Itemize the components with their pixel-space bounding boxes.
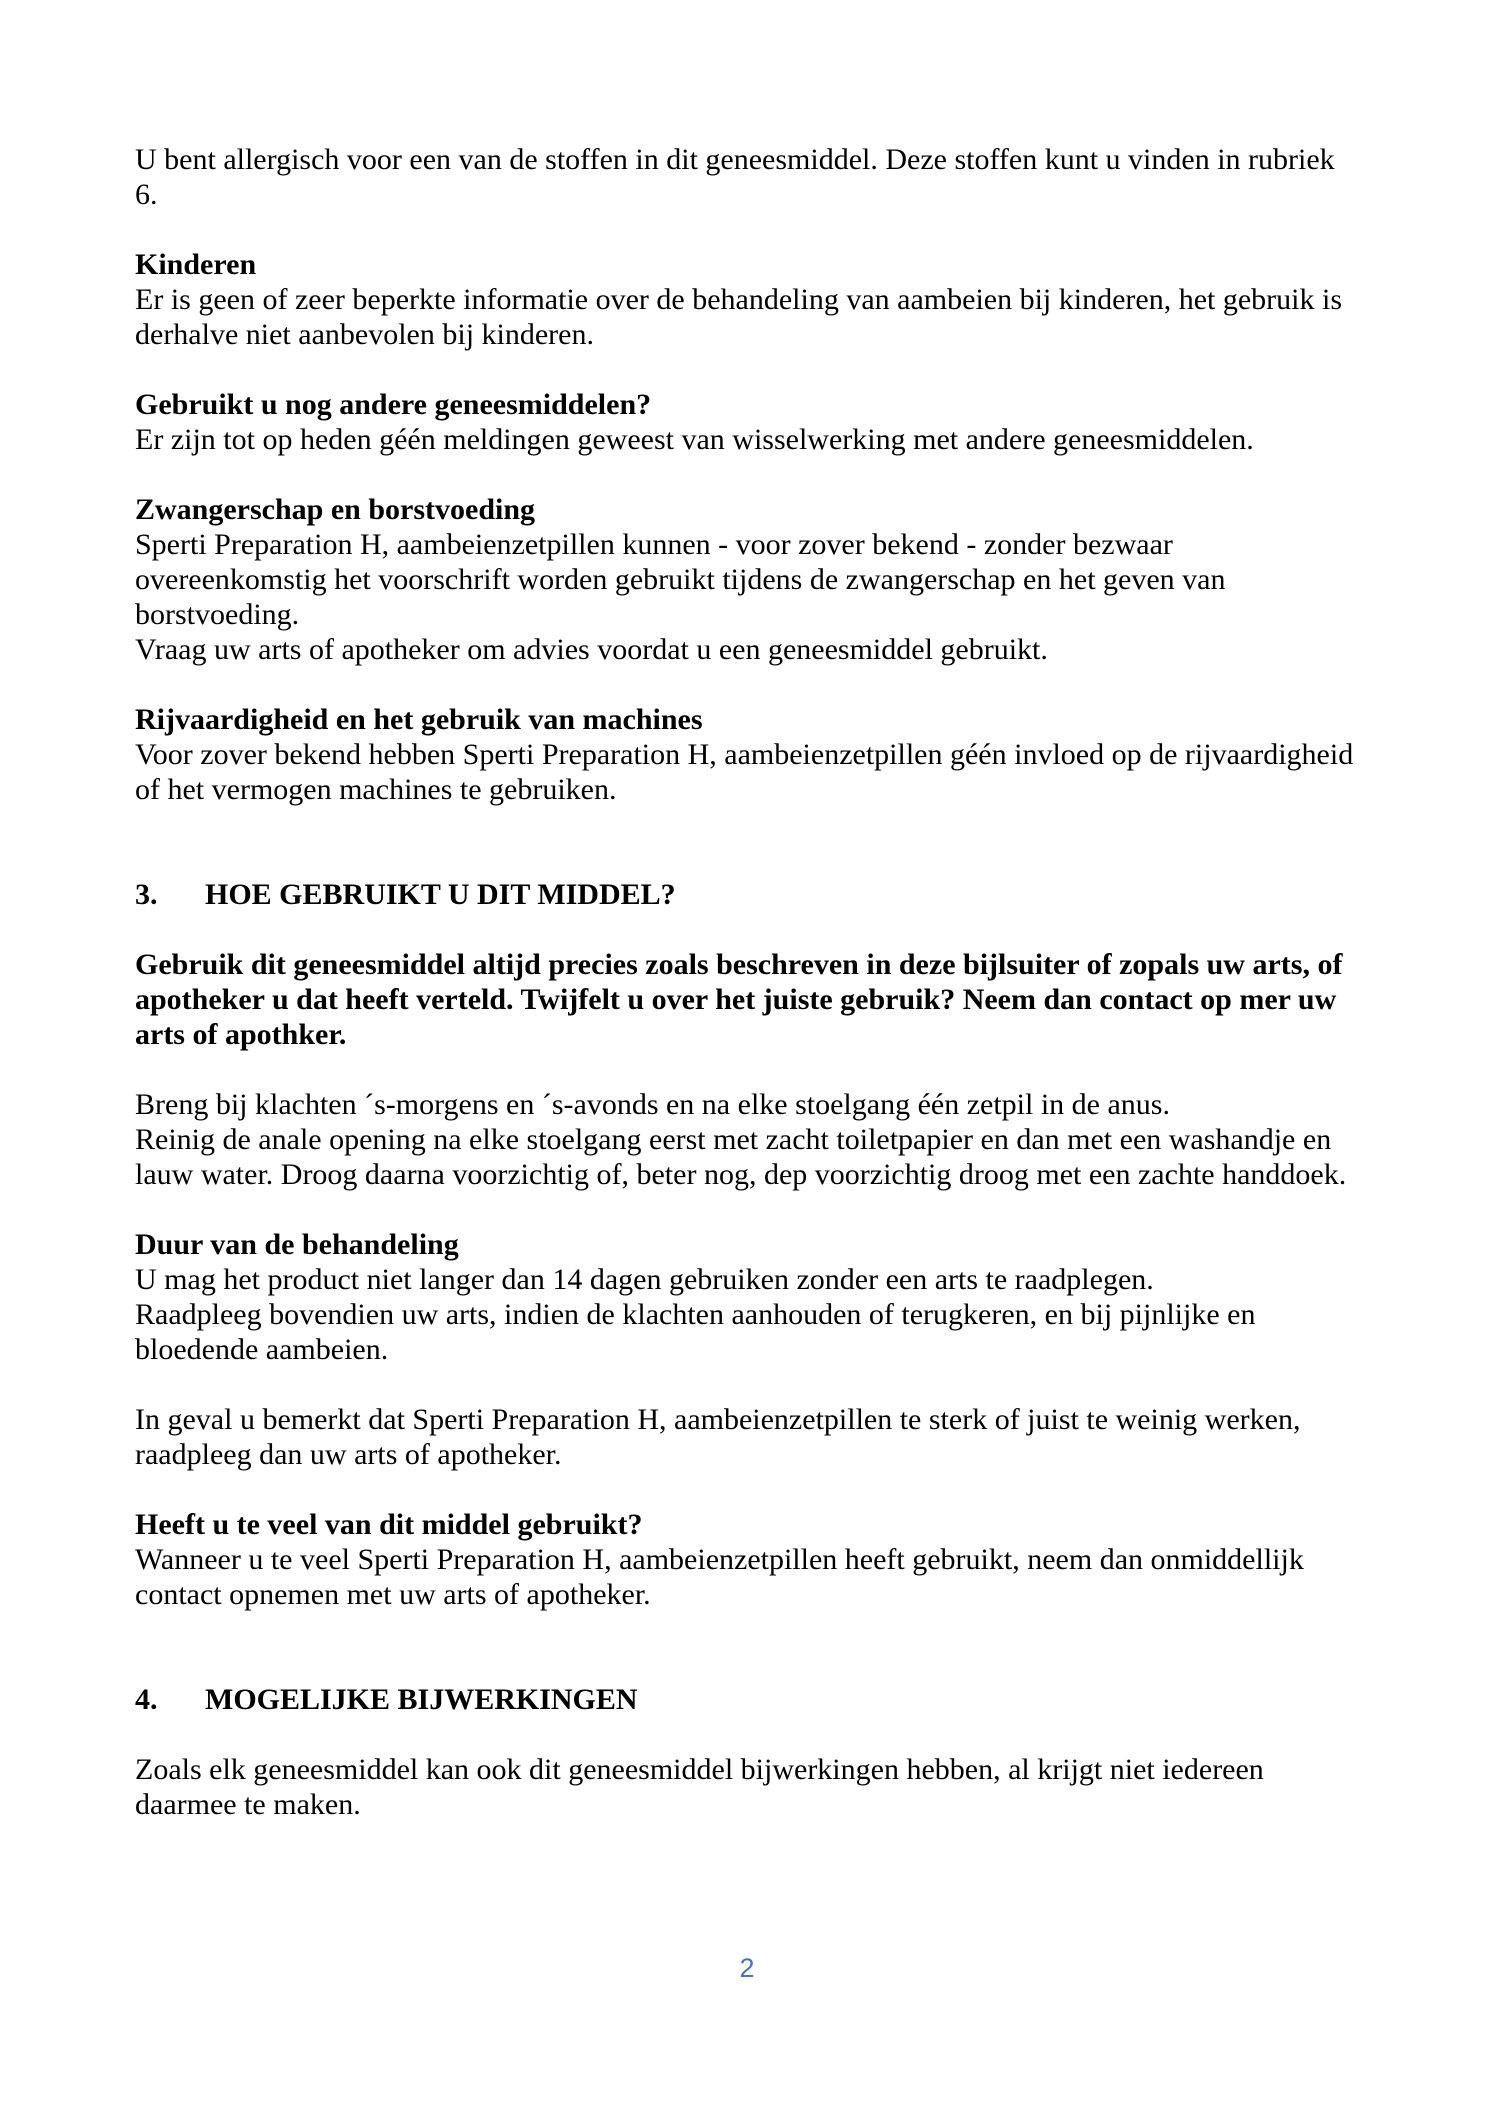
blank-lines xyxy=(135,807,1360,877)
paragraph-duur-2: Raadpleeg bovendien uw arts, indien de klachten aanhouden of terugkeren, en bij pijnlijke en bloedende aambeien. xyxy=(135,1298,1256,1366)
heading-duur: Duur van de behandeling xyxy=(135,1228,459,1261)
section-4-title: MOGELIJKE BIJWERKINGEN xyxy=(205,1683,638,1716)
section-4-number: 4. xyxy=(135,1683,158,1716)
page-number: 2 xyxy=(739,1953,755,1983)
paragraph-bijwerkingen: Zoals elk geneesmiddel kan ook dit geneesmiddel bijwerkingen hebben, al krijgt niet iedereen daarmee te maken. xyxy=(135,1753,1264,1821)
section-4-heading xyxy=(135,1682,1360,1717)
heading-andere-geneesmiddelen: Gebruikt u nog andere geneesmiddelen? xyxy=(135,388,652,421)
section-3-heading xyxy=(135,877,1360,912)
paragraph-werking: In geval u bemerkt dat Sperti Preparation H, aambeienzetpillen te sterk of juist te weinig werken, raadpleeg dan uw arts of apotheker. xyxy=(135,1403,1301,1471)
paragraph-hygiene: Reinig de anale opening na elke stoelgang eerst met zacht toiletpapier en dan met een washandje en lauw water. Droog daarna voorzichtig of, beter nog, dep voorzichtig droog met een zachte handdoek. xyxy=(135,1123,1347,1191)
blank-line xyxy=(135,457,1360,492)
blank-line xyxy=(135,667,1360,702)
blank-line xyxy=(135,1052,1360,1087)
paragraph-rijvaardigheid: Voor zover bekend hebben Sperti Preparation H, aambeienzetpillen géén invloed op de rijvaardigheid of het vermogen machines te gebruiken. xyxy=(135,738,1354,806)
blank-line xyxy=(135,912,1360,947)
heading-rijvaardigheid: Rijvaardigheid en het gebruik van machines xyxy=(135,703,703,736)
blank-line xyxy=(135,1192,1360,1227)
blank-line xyxy=(135,1367,1360,1402)
paragraph-duur-1: U mag het product niet langer dan 14 dagen gebruiken zonder een arts te raadplegen. xyxy=(135,1263,1154,1296)
paragraph-andere-geneesmiddelen: Er zijn tot op heden géén meldingen geweest van wisselwerking met andere geneesmiddelen. xyxy=(135,423,1254,456)
paragraph-teveel: Wanneer u te veel Sperti Preparation H, aambeienzetpillen heeft gebruikt, neem dan onmiddellijk contact opnemen met uw arts of apotheker. xyxy=(135,1543,1304,1611)
paragraph-allergy: U bent allergisch voor een van de stoffen in dit geneesmiddel. Deze stoffen kunt u vinden in rubriek 6. xyxy=(135,143,1335,211)
paragraph-dosering: Breng bij klachten ´s-morgens en ´s-avonds en na elke stoelgang één zetpil in de anus. xyxy=(135,1088,1170,1121)
section-3-title: HOE GEBRUIKT U DIT MIDDEL? xyxy=(205,878,676,911)
paragraph-section3-intro: Gebruik dit geneesmiddel altijd precies zoals beschreven in deze bijlsuiter of zopals uw arts, of apotheker u dat heeft verteld. Twijfelt u over het juiste gebruik? Neem dan contact op mer uw arts of apothker. xyxy=(135,948,1343,1051)
paragraph-zwangerschap-advies: Vraag uw arts of apotheker om advies voordat u een geneesmiddel gebruikt. xyxy=(135,633,1048,666)
section-3-number: 3. xyxy=(135,878,158,911)
blank-line xyxy=(135,352,1360,387)
paragraph-zwangerschap: Sperti Preparation H, aambeienzetpillen kunnen - voor zover bekend - zonder bezwaar overeenkomstig het voorschrift worden gebruikt tijdens de zwangerschap en het geven van borstvoeding. xyxy=(135,528,1226,631)
heading-zwangerschap: Zwangerschap en borstvoeding xyxy=(135,493,536,526)
paragraph-kinderen: Er is geen of zeer beperkte informatie over de behandeling van aambeien bij kinderen, het gebruik is derhalve niet aanbevolen bij kinderen. xyxy=(135,283,1343,351)
heading-teveel: Heeft u te veel van dit middel gebruikt? xyxy=(135,1508,643,1541)
blank-line xyxy=(135,1472,1360,1507)
blank-line xyxy=(135,212,1360,247)
blank-line xyxy=(135,1717,1360,1752)
heading-kinderen: Kinderen xyxy=(135,248,257,281)
blank-lines xyxy=(135,1612,1360,1682)
